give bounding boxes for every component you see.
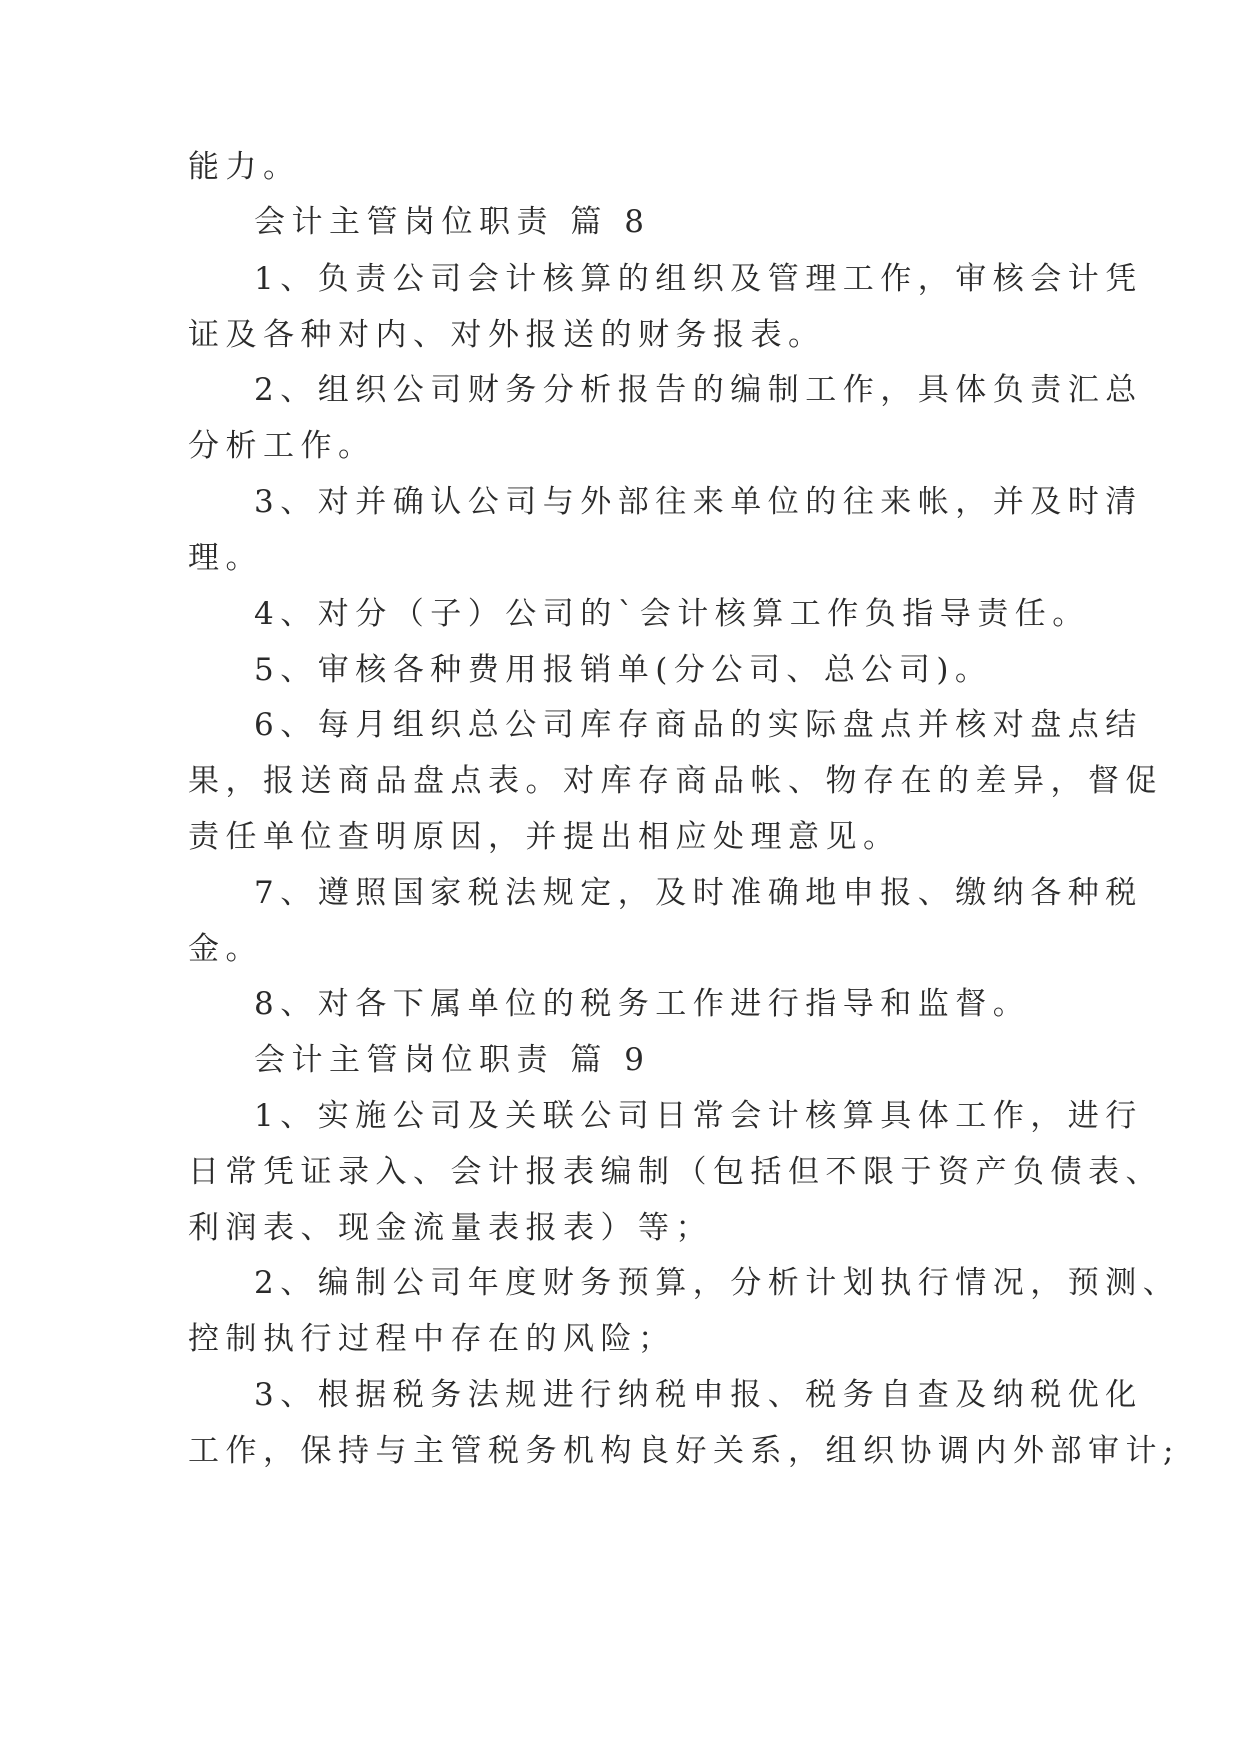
text-line: 5、审核各种费用报销单(分公司、总公司)。 [254, 652, 993, 688]
text-line: 7、遵照国家税法规定，及时准确地申报、缴纳各种税 [254, 875, 1143, 911]
text-line: 控制执行过程中存在的风险； [188, 1321, 676, 1357]
text-line: 6、每月组织总公司库存商品的实际盘点并核对盘点结 [254, 707, 1143, 743]
text-line: 果，报送商品盘点表。对库存商品帐、物存在的差异，督促 [188, 763, 1163, 799]
text-line: 工作，保持与主管税务机构良好关系，组织协调内外部审计; [188, 1433, 1180, 1469]
text-line: 责任单位查明原因，并提出相应处理意见。 [188, 819, 901, 855]
text-line: 2、编制公司年度财务预算，分析计划执行情况，预测、 [254, 1265, 1181, 1301]
text-line: 3、对并确认公司与外部往来单位的往来帐，并及时清 [254, 484, 1143, 520]
text-line: 8、对各下属单位的税务工作进行指导和监督。 [254, 986, 1031, 1022]
text-line: 3、根据税务法规进行纳税申报、税务自查及纳税优化 [254, 1377, 1143, 1413]
section-heading: 会计主管岗位职责 篇 9 [254, 1042, 651, 1078]
text-line: 金。 [188, 931, 263, 967]
text-line: 1、实施公司及关联公司日常会计核算具体工作，进行 [254, 1098, 1143, 1134]
text-line: 理。 [188, 540, 263, 576]
section-heading: 会计主管岗位职责 篇 8 [254, 204, 651, 240]
text-line: 能力。 [188, 149, 301, 185]
text-line: 日常凭证录入、会计报表编制（包括但不限于资产负债表、 [188, 1154, 1163, 1190]
text-line: 利润表、现金流量表报表）等； [188, 1210, 713, 1246]
text-line: 证及各种对内、对外报送的财务报表。 [188, 317, 826, 353]
text-line: 4、对分（子）公司的`会计核算工作负指导责任。 [254, 596, 1090, 632]
text-line: 2、组织公司财务分析报告的编制工作，具体负责汇总 [254, 372, 1143, 408]
text-line: 1、负责公司会计核算的组织及管理工作，审核会计凭 [254, 261, 1143, 297]
text-line: 分析工作。 [188, 428, 376, 464]
